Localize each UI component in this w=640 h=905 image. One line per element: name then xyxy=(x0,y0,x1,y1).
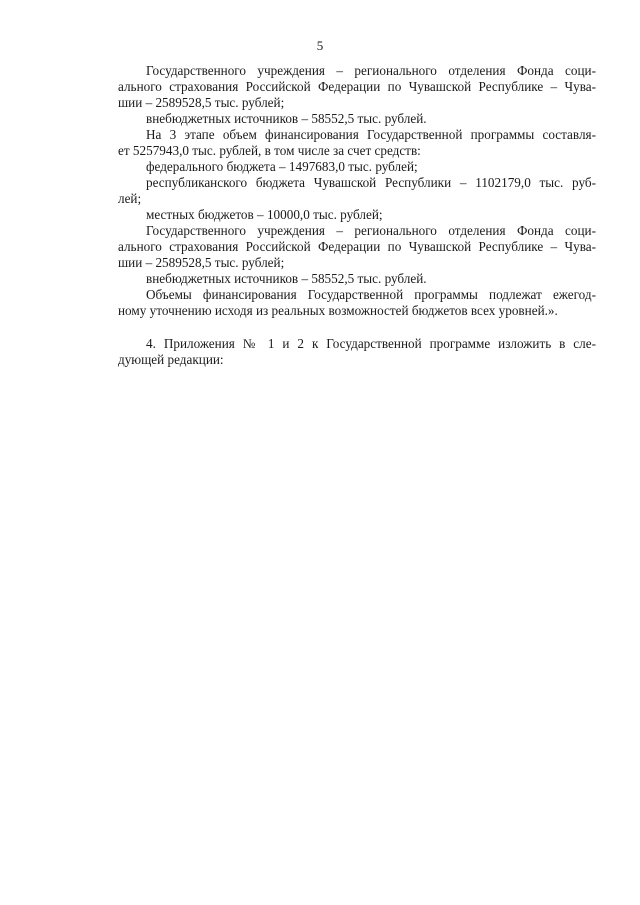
text-line: местных бюджетов – 10000,0 тыс. рублей; xyxy=(146,207,383,222)
document-body xyxy=(118,63,596,368)
text-line: шии – 2589528,5 тыс. рублей; xyxy=(118,95,285,110)
text-line: лей; xyxy=(118,191,142,206)
text-line: федерального бюджета – 1497683,0 тыс. рублей; xyxy=(146,159,418,174)
text-line: ального страхования Российской Федерации по Чувашской Республике – Чува- xyxy=(118,239,596,254)
text-line: республиканского бюджета Чувашской Республики – 1102179,0 тыс. руб- xyxy=(146,175,596,190)
text-line: ному уточнению исходя из реальных возможностей бюджетов всех уровней.». xyxy=(118,303,558,318)
text-line: шии – 2589528,5 тыс. рублей; xyxy=(118,255,285,270)
text-line: дующей редакции: xyxy=(118,352,224,367)
text-line: Государственного учреждения – регионального отделения Фонда соци- xyxy=(146,223,596,238)
text-line: внебюджетных источников – 58552,5 тыс. рублей. xyxy=(146,111,427,126)
text-line: внебюджетных источников – 58552,5 тыс. рублей. xyxy=(146,271,427,286)
page-number: 5 xyxy=(316,38,324,53)
text-line: ет 5257943,0 тыс. рублей, в том числе за счет средств: xyxy=(118,143,421,158)
text-line: Объемы финансирования Государственной программы подлежат ежегод- xyxy=(146,287,596,302)
text-line: Государственного учреждения – регионального отделения Фонда соци- xyxy=(146,63,596,78)
paragraph-gap xyxy=(118,319,596,336)
text-line: На 3 этапе объем финансирования Государственной программы составля- xyxy=(146,127,596,142)
text-line: 4. Приложения № 1 и 2 к Государственной программе изложить в сле- xyxy=(146,336,596,351)
text-line: ального страхования Российской Федерации по Чувашской Республике – Чува- xyxy=(118,79,596,94)
